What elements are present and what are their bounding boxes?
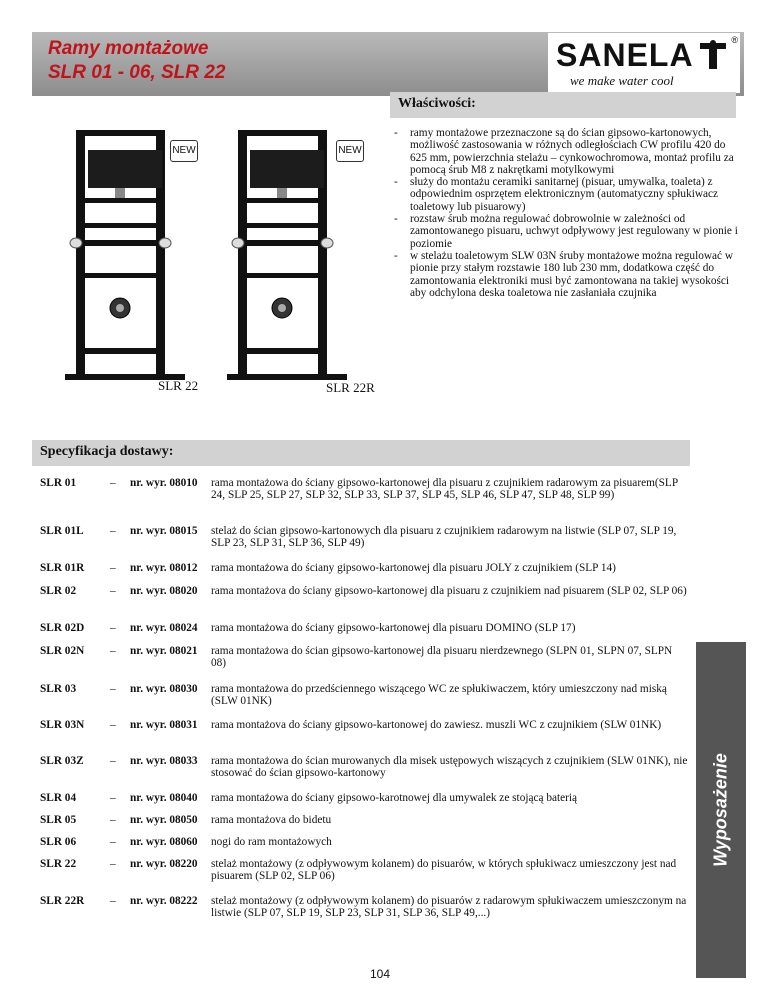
product-description: nogi do ram montażowych [211,836,332,848]
product-number: nr. wyr. 08012 [130,562,198,574]
product-code: SLR 02N [40,645,85,657]
product-number: nr. wyr. 08030 [130,683,198,695]
page-subtitle: SLR 01 - 06, SLR 22 [48,62,226,83]
dash: – [110,562,116,574]
section-side-tab [696,642,746,978]
product-code: SLR 22R [40,895,85,907]
product-description: stelaż do ścian gipsowo-kartonowych dla pisuaru z czujnikiem radarowym na listwie (SLP 07, SLP 19, SLP 23, SLP 31, SLP 36, SLP 49) [211,525,677,550]
dash: – [110,792,116,804]
specification-header [32,440,690,466]
page-number: 104 [370,967,391,981]
product-code: SLR 01R [40,562,85,574]
product-code: SLR 01L [40,525,84,537]
dash: – [110,836,116,848]
product-description: rama montażowa do ściany gipsowo-kartonowej dla pisuaru DOMINO (SLP 17) [211,622,576,634]
properties-heading: Właściwości: [398,96,476,111]
dash: – [110,895,116,907]
product-code: SLR 03N [40,719,85,731]
dash: – [110,858,116,870]
product-description: stelaż montażowy (z odpływowym kolanem) do pisuarów, w których spłukiwacz umieszczony jest nad pisuarem (SLP 02, SLP 06) [211,858,677,883]
product-number: nr. wyr. 08060 [130,836,198,848]
product-number: nr. wyr. 08021 [130,645,198,657]
product-description: rama montażowa do ściany gipsowo-kartonowej dla pisuaru z czujnikiem radarowym za pisuarem(SLP 24, SLP 25, SLP 27, SLP 32, SLP 33, SLP 37, SLP 45, SLP 46, SLP 47, SLP 48, SLP 99) [211,477,678,502]
dash: – [110,645,116,657]
list-item: - rozstaw śrub można regulować dobrowolnie w zależności od zamontowanego pisuaru, uchwyt odpływowy jest regulowany w pionie i poziomie [394,213,738,250]
product-number: nr. wyr. 08050 [130,814,198,826]
image-caption: SLR 22 [158,378,199,393]
product-number: nr. wyr. 08015 [130,525,198,537]
list-item: - służy do montażu ceramiki sanitarnej (pisuar, umywalka, toaleta) z odpowiednim osprzętem elektronicznym (automatyczny spłukiwacz toaletowy lub pisuarowy) [394,176,719,213]
logo-tagline: we make water cool [570,73,674,88]
specification-heading: Specyfikacja dostawy: [40,444,174,459]
product-code: SLR 02 [40,585,77,597]
product-code: SLR 05 [40,814,77,826]
faucet-icon [698,39,728,73]
product-code: SLR 06 [40,836,77,848]
product-description: rama montażowa do ścian gipsowo-kartonowej dla pisuaru nierdzewnego (SLPN 01, SLPN 07, SLPN 08) [211,645,673,670]
product-description: rama montażova do ściany gipsowo-kartonowej do zawiesz. muszli WC z czujnikiem (SLW 01NK) [211,719,662,731]
list-item: - w stelażu toaletowym SLW 03N śruby montażowe można regulować w pionie przy stałym rozstawie 180 lub 230 mm, dodatkowa część do zamontowania elektroniki musi być zamontowana na takiej wysokości aby odchylona deska toaletowa nie zasłaniała czujnika [394,249,734,299]
product-code: SLR 03 [40,683,77,695]
product-number: nr. wyr. 08033 [130,755,198,767]
product-description: stelaż montażowy (z odpływowym kolanem) do pisuarów z radarowym spłukiwaczem umieszczonym na listwie (SLP 07, SLP 19, SLP 23, SLP 31, SLP 36, SLP 49,...) [211,895,687,920]
dash: – [110,683,116,695]
new-badge: NEW [170,140,198,162]
properties-header [390,92,736,118]
properties-list [394,127,740,299]
product-number: nr. wyr. 08010 [130,477,198,489]
product-number: nr. wyr. 08020 [130,585,198,597]
product-code: SLR 04 [40,792,77,804]
image-caption: SLR 22R [326,380,375,395]
dash: – [110,525,116,537]
product-number: nr. wyr. 08024 [130,622,198,634]
product-description: rama montażova do ściany gipsowo-kartonowej dla pisuaru z czujnikiem nad pisuarem (SLP 02, SLP 06) [211,585,687,597]
brand-logo [548,33,740,93]
frame-image-slr22 [60,128,200,383]
product-description: rama montażowa do ściany gipsowo-kartonowej dla pisuaru JOLY z czujnikiem (SLP 14) [211,562,616,574]
registered-mark: ® [731,35,738,45]
dash: – [110,477,116,489]
dash: – [110,622,116,634]
logo-wordmark: SANELA [556,37,694,73]
new-badge: NEW [336,140,364,162]
product-description: rama montażova do bidetu [211,814,332,826]
page-title: Ramy montażowe [48,38,209,59]
dash: – [110,719,116,731]
frame-image-slr22r [222,128,362,383]
product-code: SLR 03Z [40,755,84,767]
product-description: rama montażowa do przedściennego wiszącego WC ze spłukiwaczem, który umieszczony nad miską (SLW 01NK) [211,683,667,708]
product-code: SLR 22 [40,858,77,870]
dash: – [110,585,116,597]
product-description: rama montażowa do ściany gipsowo-karotnowej dla umywalek ze stojącą baterią [211,792,578,804]
product-description: rama montażowa do ścian murowanych dla misek ustępowych wiszących z czujnikiem (SLW 01NK), nie stosować do ścian gipsowo-kartonowy [211,755,688,780]
product-number: nr. wyr. 08222 [130,895,198,907]
product-number: nr. wyr. 08220 [130,858,198,870]
product-number: nr. wyr. 08040 [130,792,198,804]
product-code: SLR 02D [40,622,85,634]
product-number: nr. wyr. 08031 [130,719,198,731]
section-label: Wyposażenie [710,753,731,867]
list-item: - ramy montażowe przeznaczone są do ścian gipsowo-kartonowych, możliwość zastosowania w różnych odległościach CW profilu 420 do 625 mm, powierzchnia stelażu – cynkowochromowa, montaż profilu za pomocą śrub M8 z nakrętkami motylkowymi [394,127,734,176]
dash: – [110,755,116,767]
dash: – [110,814,116,826]
product-code: SLR 01 [40,477,77,489]
